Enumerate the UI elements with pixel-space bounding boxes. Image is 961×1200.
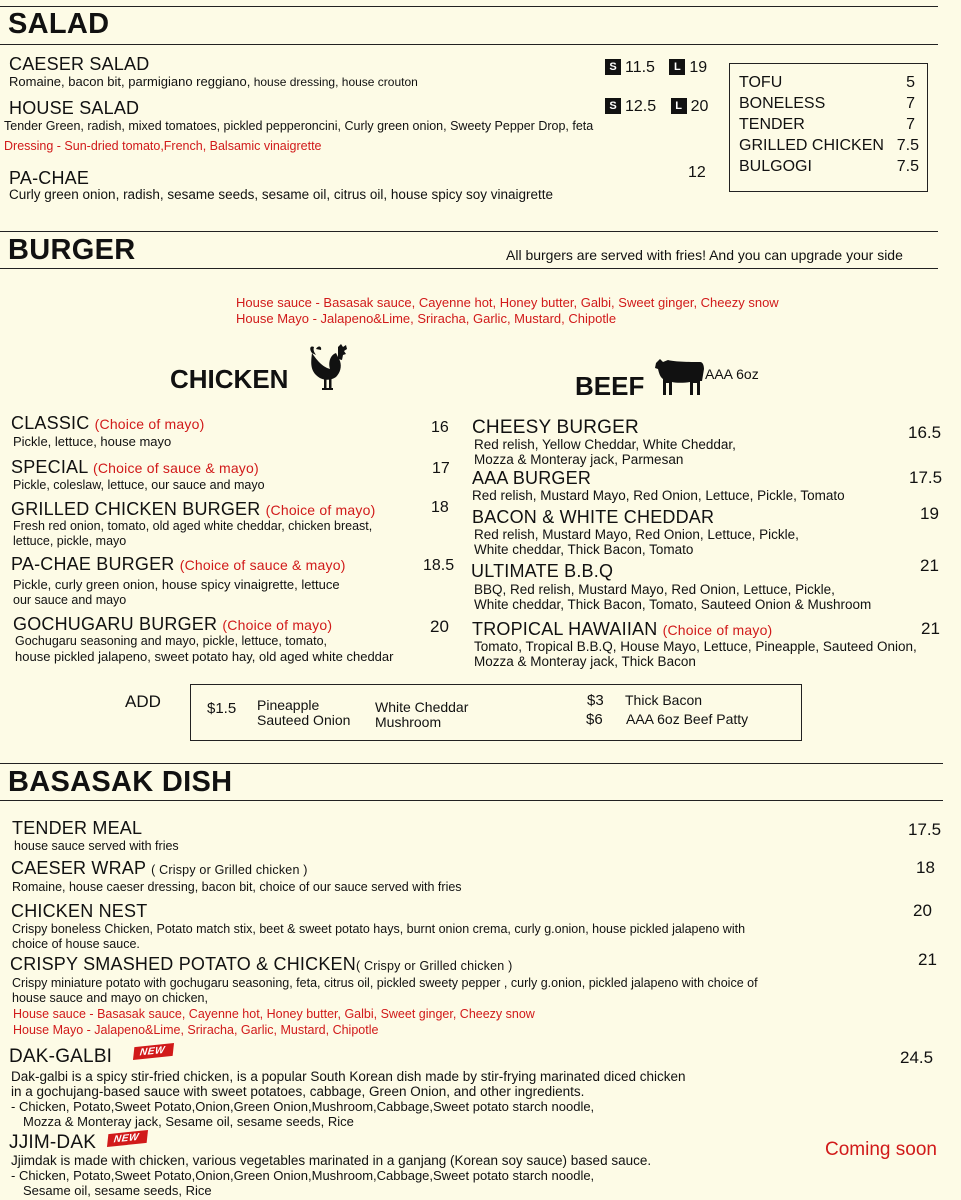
add-col-1: Pineapple Sauteed Onion	[257, 697, 351, 728]
small-size-badge: S	[605, 98, 621, 114]
pa-chae-price: 12	[688, 164, 706, 181]
large-size-badge: L	[669, 59, 685, 75]
addon-item: GRILLED CHICKEN 7.5	[739, 137, 919, 154]
addon-item: TENDER 7	[739, 116, 915, 133]
new-badge: NEW	[107, 1130, 148, 1147]
add-item-2b: AAA 6oz Beef Patty	[626, 711, 749, 727]
burger-house-sauce: House sauce - Basasak sauce, Cayenne hot, Honey butter, Galbi, Sweet ginger, Cheezy snow	[236, 295, 779, 310]
rooster-icon	[308, 343, 356, 398]
add-price-2a: $3	[587, 692, 604, 709]
salad-top-rule	[0, 6, 938, 7]
salad-title-rule	[0, 44, 938, 45]
house-salad-dressing: Dressing - Sun-dried tomato,French, Balsamic vinaigrette	[4, 139, 322, 153]
house-salad-desc: Tender Green, radish, mixed tomatoes, pickled pepperoncini, Curly green onion, Sweety Pepper Drop, feta	[4, 119, 594, 133]
dish-title: BASASAK DISH	[8, 766, 233, 798]
house-salad-name: HOUSE SALAD	[9, 98, 140, 118]
addon-item: BONELESS 7	[739, 95, 915, 112]
caeser-salad-desc: Romaine, bacon bit, parmigiano reggiano, house dressing, house crouton	[9, 74, 418, 89]
dish-top-rule	[0, 763, 943, 764]
caeser-salad-prices: S 11.5 L 19	[605, 59, 707, 77]
addon-item: TOFU 5	[739, 74, 915, 91]
beef-sub: AAA 6oz	[705, 366, 759, 382]
burger-title: BURGER	[8, 234, 136, 266]
burger-house-mayo: House Mayo - Jalapeno&Lime, Sriracha, Garlic, Mustard, Chipotle	[236, 311, 617, 326]
add-col-2: White Cheddar Mushroom	[375, 699, 469, 730]
salad-addons-list	[739, 74, 919, 179]
new-badge: NEW	[133, 1043, 174, 1060]
cow-icon	[654, 355, 704, 402]
add-label: ADD	[125, 692, 161, 711]
chicken-heading: CHICKEN	[170, 364, 289, 394]
add-price-1: $1.5	[207, 700, 237, 717]
caeser-salad-name: CAESER SALAD	[9, 54, 150, 74]
burger-top-rule	[0, 231, 938, 232]
dish-title-rule	[0, 800, 943, 801]
large-size-badge: L	[671, 98, 687, 114]
pa-chae-desc: Curly green onion, radish, sesame seeds, sesame oil, citrus oil, house spicy soy vinaigrette	[9, 187, 554, 202]
house-salad-prices: S 12.5 L 20	[605, 98, 708, 116]
small-size-badge: S	[605, 59, 621, 75]
beef-heading: BEEF	[575, 371, 645, 401]
burger-title-rule	[0, 268, 938, 269]
addon-item: BULGOGI 7.5	[739, 158, 919, 175]
add-price-2b: $6	[586, 711, 603, 728]
salad-title: SALAD	[8, 8, 110, 40]
add-item-2a: Thick Bacon	[625, 692, 703, 708]
pa-chae-name: PA-CHAE	[9, 168, 90, 188]
burger-note: All burgers are served with fries! And you can upgrade your side	[506, 247, 903, 263]
coming-soon-label: Coming soon	[825, 1139, 937, 1160]
